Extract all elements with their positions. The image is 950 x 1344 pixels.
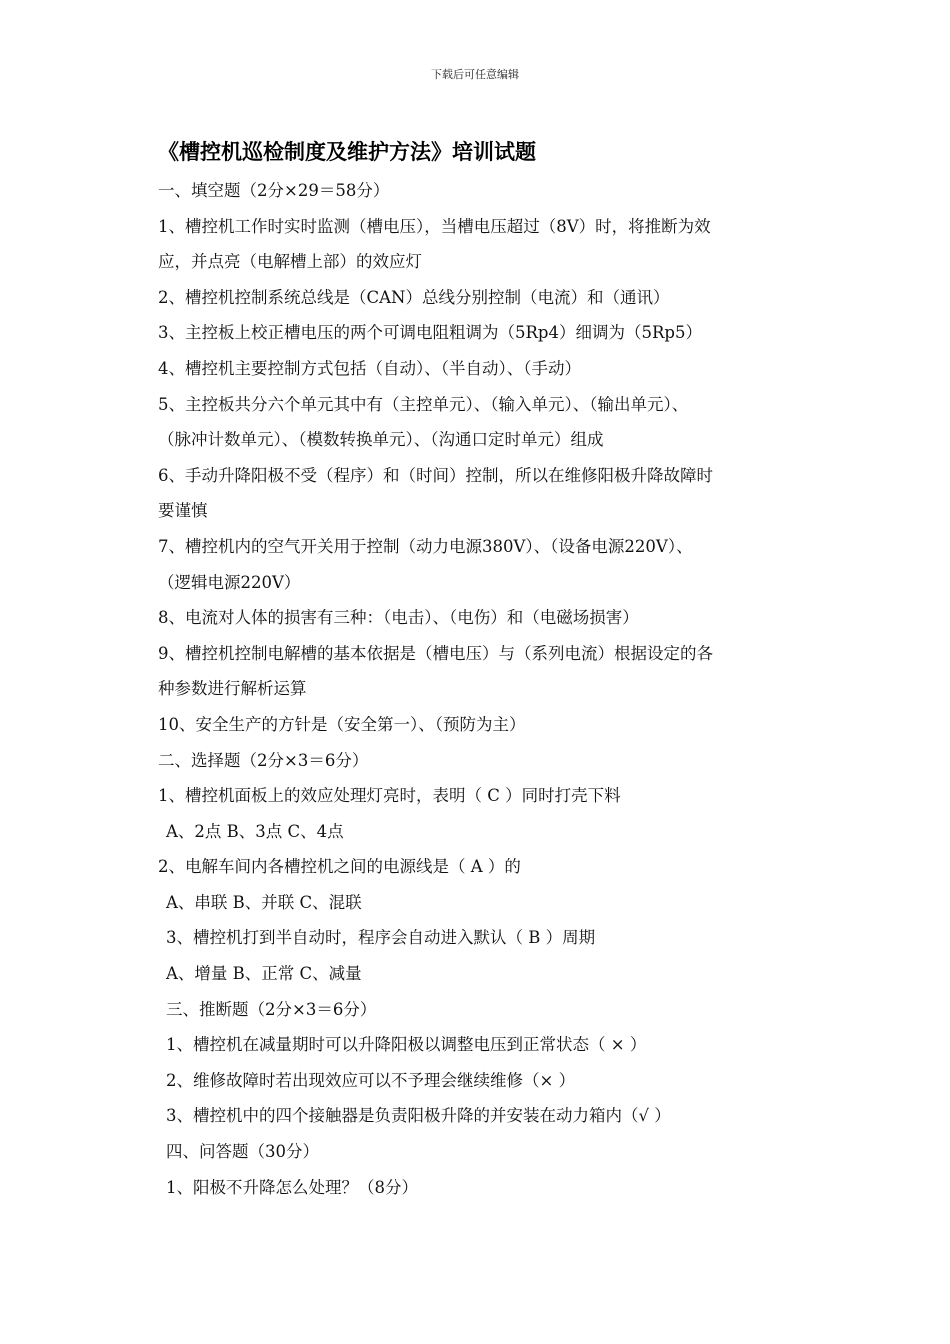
question-line: 7、槽控机内的空气开关用于控制（动力电源380V）、（设备电源220V）、	[158, 536, 693, 556]
question-line: 3、槽控机打到半自动时，程序会自动进入默认（ B ）周期	[166, 928, 596, 948]
question-line: 3、主控板上校正槽电压的两个可调电阻粗调为（5Rp4）细调为（5Rp5）	[158, 323, 702, 343]
question-line: 6、手动升降阳极不受（程序）和（时间）控制，所以在维修阳极升降故障时	[158, 465, 713, 485]
options-line: A、增量 B、正常 C、减量	[166, 964, 362, 984]
options-line: A、2点 B、3点 C、4点	[166, 821, 344, 841]
question-line: 5、主控板共分六个单元其中有（主控单元）、（输入单元）、（输出单元）、	[158, 394, 689, 414]
options-line: A、串联 B、并联 C、混联	[166, 892, 362, 912]
question-line: 2、维修故障时若出现效应可以不予理会继续维修（× ）	[166, 1070, 576, 1090]
question-line: 8、电流对人体的损害有三种：（电击）、（电伤）和（电磁场损害）	[158, 608, 639, 628]
section-heading-judgement: 三、推断题（2分×3＝6分）	[166, 999, 377, 1019]
section-heading-qa: 四、问答题（30分）	[166, 1142, 319, 1162]
section-heading-fill-blank: 一、填空题（2分×29＝58分）	[158, 181, 390, 200]
question-line: 9、槽控机控制电解槽的基本依据是（槽电压）与（系列电流）根据设定的各	[158, 643, 713, 663]
question-line: （脉冲计数单元）、（模数转换单元）、（沟通口定时单元）组成	[158, 430, 604, 450]
document-title: 《槽控机巡检制度及维护方法》培训试题	[158, 139, 536, 164]
question-line: 1、槽控机在减量期时可以升降阳极以调整电压到正常状态（ × ）	[166, 1035, 647, 1055]
question-line: 2、槽控机控制系统总线是（CAN）总线分别控制（电流）和（通讯）	[158, 287, 670, 307]
document-body	[158, 173, 828, 1205]
question-line: 3、槽控机中的四个接触器是负责阳极升降的并安装在动力箱内（√ ）	[166, 1106, 671, 1126]
question-line: 应，并点亮（电解槽上部）的效应灯	[158, 252, 422, 272]
question-line: 10、安全生产的方针是（安全第一）、（预防为主）	[158, 714, 526, 734]
question-line: 1、槽控机工作时实时监测（槽电压），当槽电压超过（8V）时，将推断为效	[158, 216, 711, 236]
question-line: 要谨慎	[158, 501, 208, 521]
question-line: 4、槽控机主要控制方式包括（自动）、（半自动）、（手动）	[158, 358, 581, 378]
question-line: 1、阳极不升降怎么处理？（8分）	[166, 1177, 418, 1197]
header-note: 下载后可任意编辑	[431, 68, 519, 81]
section-heading-choice: 二、选择题（2分×3＝6分）	[158, 750, 369, 770]
question-line: 1、槽控机面板上的效应处理灯亮时，表明（ C ）同时打壳下料	[158, 786, 621, 806]
question-line: （逻辑电源220V）	[158, 572, 301, 592]
question-line: 种参数进行解析运算	[158, 679, 307, 699]
question-line: 2、电解车间内各槽控机之间的电源线是（ A ）的	[158, 857, 521, 877]
